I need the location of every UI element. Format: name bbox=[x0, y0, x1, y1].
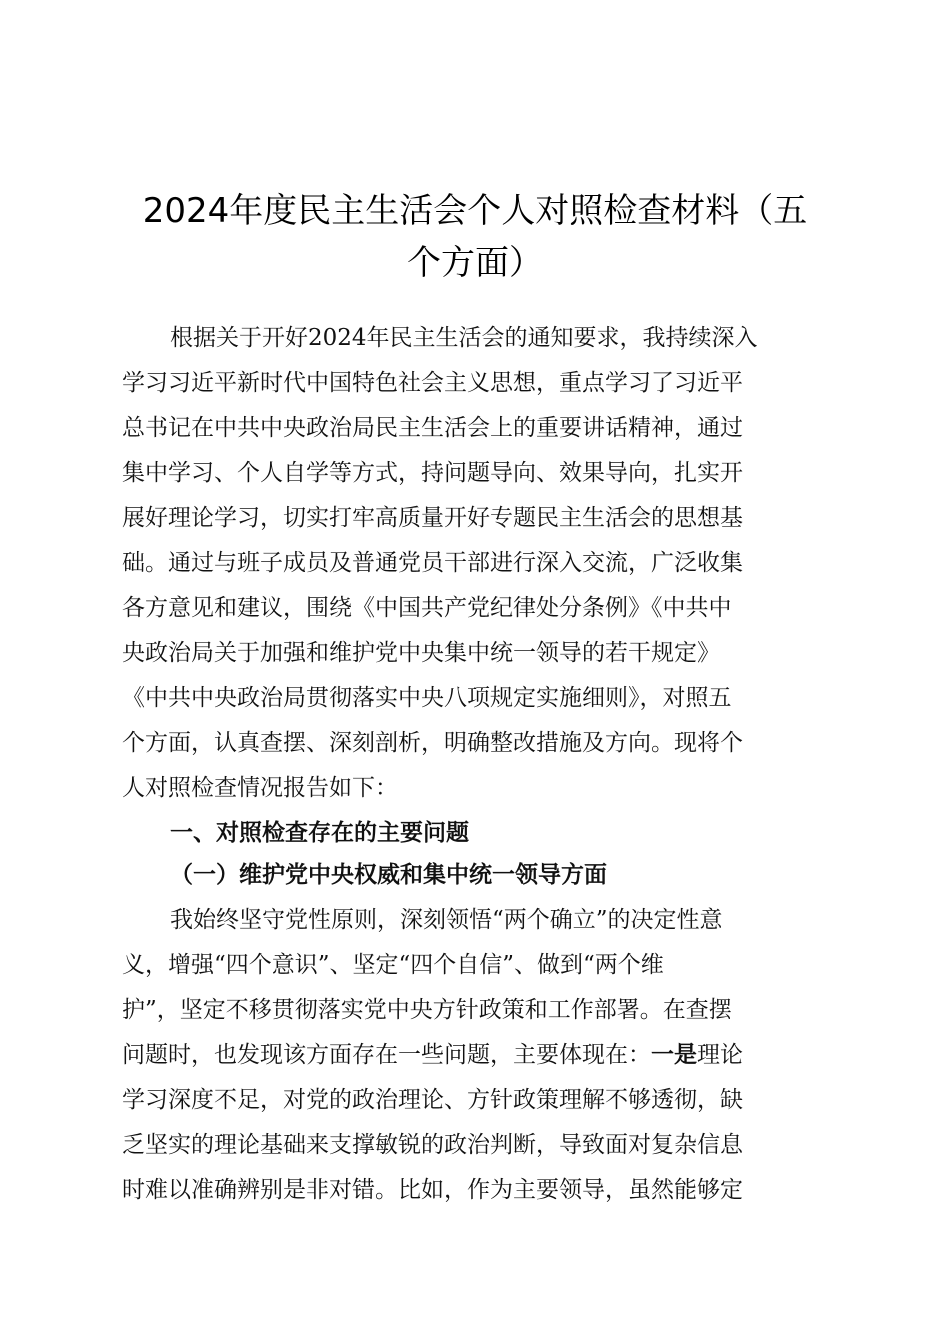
intro-line-9: 《中共中央政治局贯彻落实中央八项规定实施细则》，对照五 bbox=[122, 685, 732, 711]
body-line-3: 护”，坚定不移贯彻落实党中央方针政策和工作部署。在查摆 bbox=[122, 997, 732, 1023]
body-line-2: 义，增强“四个意识”、坚定“四个自信”、做到“两个维 bbox=[122, 952, 664, 978]
body-line-6: 乏坚实的理论基础来支撑敏锐的政治判断，导致面对复杂信息 bbox=[122, 1132, 743, 1158]
intro-line-8: 央政治局关于加强和维护党中央集中统一领导的若干规定》 bbox=[122, 640, 720, 666]
intro-line-6: 础。通过与班子成员及普通党员干部进行深入交流，广泛收集 bbox=[122, 550, 743, 576]
title-line-1: 2024年度民主生活会个人对照检查材料（五 bbox=[142, 191, 808, 231]
title-line-2: 个方面） bbox=[407, 243, 543, 283]
intro-line-1: 根据关于开好2024年民主生活会的通知要求，我持续深入 bbox=[170, 325, 758, 351]
intro-line-7: 各方意见和建议，围绕《中国共产党纪律处分条例》《中共中 bbox=[122, 595, 732, 621]
intro-line-2: 学习习近平新时代中国特色社会主义思想，重点学习了习近平 bbox=[122, 370, 743, 396]
intro-line-3: 总书记在中共中央政治局民主生活会上的重要讲话精神，通过 bbox=[122, 415, 743, 441]
section-heading: 一、对照检查存在的主要问题 bbox=[170, 820, 469, 846]
body-line-4 bbox=[122, 1040, 743, 1070]
point-marker-one: 一是 bbox=[651, 1041, 697, 1068]
intro-line-10: 个方面，认真查摆、深刻剖析，明确整改措施及方向。现将个 bbox=[122, 730, 743, 756]
body-line-1: 我始终坚守党性原则，深刻领悟“两个确立”的决定性意 bbox=[170, 907, 723, 933]
body-line-5: 学习深度不足，对党的政治理论、方针政策理解不够透彻，缺 bbox=[122, 1087, 743, 1113]
body-line-4-text: 问题时，也发现该方面存在一些问题，主要体现在： bbox=[122, 1042, 651, 1068]
document-title bbox=[110, 185, 840, 289]
subsection-heading: （一）维护党中央权威和集中统一领导方面 bbox=[170, 862, 607, 888]
body-line-4-tail: 理论 bbox=[697, 1042, 743, 1068]
intro-line-11: 人对照检查情况报告如下： bbox=[122, 775, 398, 801]
intro-line-5: 展好理论学习，切实打牢高质量开好专题民主生活会的思想基 bbox=[122, 505, 743, 531]
intro-line-4: 集中学习、个人自学等方式，持问题导向、效果导向，扎实开 bbox=[122, 460, 743, 486]
body-line-7: 时难以准确辨别是非对错。比如，作为主要领导，虽然能够定 bbox=[122, 1177, 743, 1203]
